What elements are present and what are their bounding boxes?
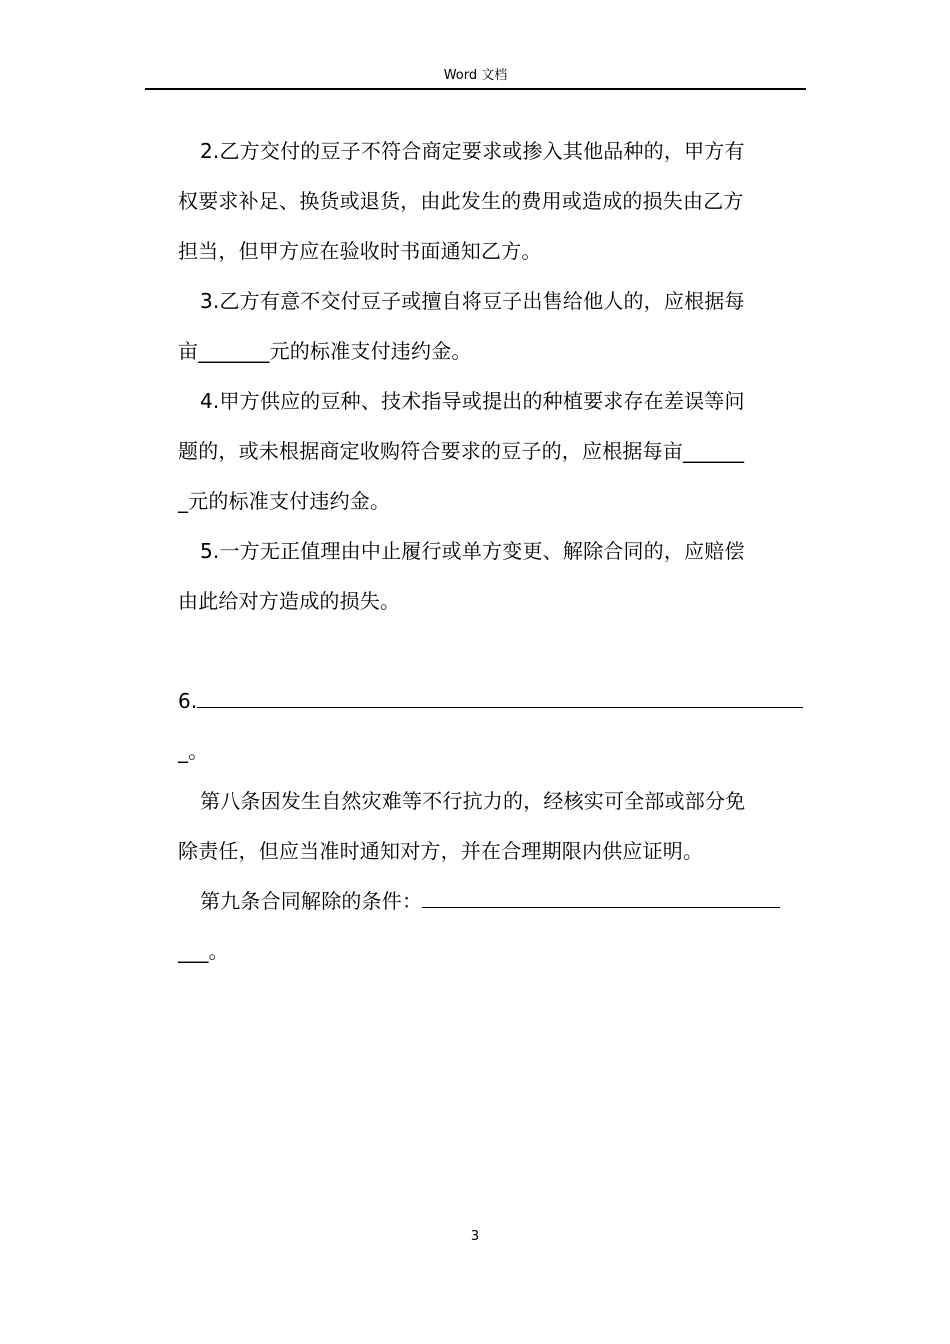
blank-gap	[178, 626, 806, 676]
paragraph-line: 第八条因发生自然灾难等不行抗力的，经核实可全部或部分免	[200, 789, 746, 813]
clause-6-line	[178, 676, 806, 726]
page-header	[145, 66, 806, 90]
paragraph-line: 权要求补足、换货或退货，由此发生的费用或造成的损失由乙方	[178, 189, 744, 213]
paragraph-line: ___。	[178, 939, 229, 963]
paragraph-line: 亩_______元的标准支付违约金。	[178, 339, 472, 363]
paragraph-line: 2.乙方交付的豆子不符合商定要求或掺入其他品种的，甲方有	[200, 139, 745, 163]
paragraph-line: 5.一方无正值理由中止履行或单方变更、解除合同的，应赔偿	[200, 539, 745, 563]
paragraph-line: 除责任，但应当准时通知对方，并在合理期限内供应证明。	[178, 839, 704, 863]
header-title: Word 文档	[443, 68, 508, 83]
paragraph-line: 由此给对方造成的损失。	[178, 589, 401, 613]
paragraph-line: _元的标准支付违约金。	[178, 489, 391, 513]
clause-9-label: 第九条合同解除的条件：	[200, 889, 423, 913]
paragraph-line: 担当，但甲方应在验收时书面通知乙方。	[178, 239, 542, 263]
paragraph-line: 3.乙方有意不交付豆子或擅自将豆子出售给他人的，应根据每	[200, 289, 745, 313]
page-number: 3	[470, 1229, 480, 1244]
paragraph-line: 4.甲方供应的豆种、技术指导或提出的种植要求存在差误等问	[200, 389, 745, 413]
document-body	[178, 126, 806, 976]
fill-in-blank	[197, 683, 803, 708]
clause-9-line	[178, 876, 806, 926]
paragraph-line: 题的，或未根据商定收购符合要求的豆子的，应根据每亩______	[178, 439, 745, 463]
clause-6-label: 6.	[178, 689, 198, 713]
paragraph-line: _。	[178, 739, 209, 763]
fill-in-blank	[422, 883, 780, 908]
page-footer	[0, 1228, 950, 1246]
